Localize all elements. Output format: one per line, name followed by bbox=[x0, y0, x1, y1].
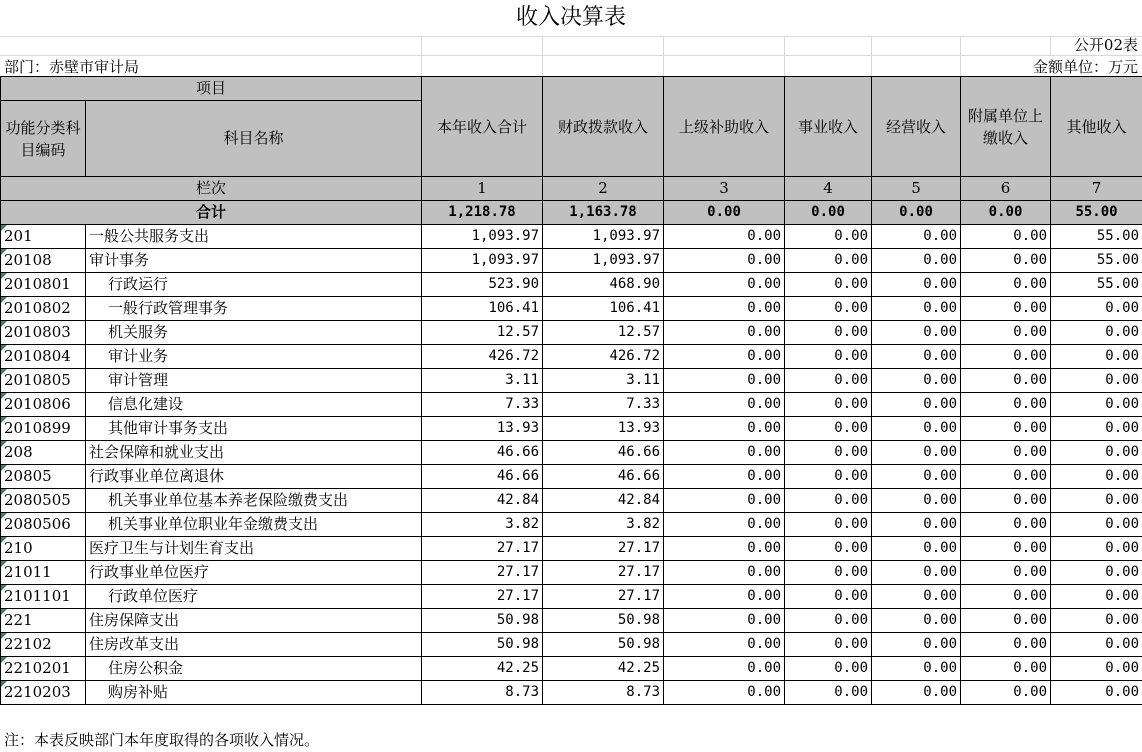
green-triangle-icon bbox=[1, 441, 7, 447]
row-value: 46.66 bbox=[422, 441, 543, 465]
row-value: 0.00 bbox=[664, 321, 785, 345]
row-value: 0.00 bbox=[785, 681, 872, 705]
row-value: 0.00 bbox=[872, 465, 961, 489]
row-code-text: 2010804 bbox=[4, 347, 71, 365]
table-row bbox=[1, 393, 1142, 417]
row-value: 8.73 bbox=[422, 681, 543, 705]
row-value: 1,093.97 bbox=[422, 249, 543, 273]
row-code-text: 20108 bbox=[4, 251, 52, 269]
row-name: 审计业务 bbox=[86, 345, 422, 369]
row-code-text: 221 bbox=[4, 611, 33, 629]
row-value: 0.00 bbox=[664, 393, 785, 417]
header-name: 科目名称 bbox=[86, 101, 422, 177]
row-value: 0.00 bbox=[664, 441, 785, 465]
row-name: 住房保障支出 bbox=[86, 609, 422, 633]
row-value: 3.82 bbox=[543, 513, 664, 537]
row-value: 0.00 bbox=[872, 489, 961, 513]
total-value: 0.00 bbox=[785, 201, 872, 225]
row-value: 3.11 bbox=[543, 369, 664, 393]
table-row bbox=[1, 369, 1142, 393]
row-code bbox=[1, 585, 86, 609]
row-value: 0.00 bbox=[1051, 633, 1142, 657]
row-value: 1,093.97 bbox=[543, 249, 664, 273]
grid-line bbox=[871, 36, 872, 76]
header-col-5: 经营收入 bbox=[872, 77, 961, 177]
row-value: 42.84 bbox=[422, 489, 543, 513]
row-value: 0.00 bbox=[961, 417, 1051, 441]
row-value: 0.00 bbox=[664, 465, 785, 489]
total-value: 1,218.78 bbox=[422, 201, 543, 225]
row-value: 0.00 bbox=[785, 633, 872, 657]
total-value: 0.00 bbox=[961, 201, 1051, 225]
header-col-3: 上级补助收入 bbox=[664, 77, 785, 177]
row-value: 0.00 bbox=[1051, 585, 1142, 609]
row-value: 0.00 bbox=[785, 417, 872, 441]
row-value: 0.00 bbox=[1051, 417, 1142, 441]
row-value: 0.00 bbox=[961, 441, 1051, 465]
row-value: 42.25 bbox=[543, 657, 664, 681]
row-value: 0.00 bbox=[961, 537, 1051, 561]
green-triangle-icon bbox=[1, 633, 7, 639]
row-value: 0.00 bbox=[872, 369, 961, 393]
row-value: 0.00 bbox=[961, 465, 1051, 489]
row-value: 0.00 bbox=[664, 537, 785, 561]
row-value: 0.00 bbox=[961, 585, 1051, 609]
row-value: 0.00 bbox=[1051, 297, 1142, 321]
row-value: 0.00 bbox=[664, 369, 785, 393]
row-value: 0.00 bbox=[872, 633, 961, 657]
row-value: 0.00 bbox=[961, 681, 1051, 705]
header-seq: 5 bbox=[872, 177, 961, 201]
table-row bbox=[1, 633, 1142, 657]
row-value: 0.00 bbox=[872, 681, 961, 705]
row-value: 0.00 bbox=[961, 657, 1051, 681]
row-name: 医疗卫生与计划生育支出 bbox=[86, 537, 422, 561]
row-value: 0.00 bbox=[961, 369, 1051, 393]
row-value: 0.00 bbox=[664, 657, 785, 681]
row-value: 0.00 bbox=[785, 537, 872, 561]
row-value: 46.66 bbox=[543, 441, 664, 465]
form-number: 公开02表 bbox=[1073, 36, 1138, 54]
table-row bbox=[1, 441, 1142, 465]
row-code-text: 2010803 bbox=[4, 323, 71, 341]
row-code bbox=[1, 633, 86, 657]
total-value: 1,163.78 bbox=[543, 201, 664, 225]
table-row bbox=[1, 225, 1142, 249]
row-code bbox=[1, 321, 86, 345]
row-name: 其他审计事务支出 bbox=[86, 417, 422, 441]
row-value: 0.00 bbox=[961, 249, 1051, 273]
row-value: 27.17 bbox=[422, 585, 543, 609]
row-name: 一般行政管理事务 bbox=[86, 297, 422, 321]
row-value: 27.17 bbox=[543, 561, 664, 585]
row-code-text: 2010805 bbox=[4, 371, 71, 389]
row-code bbox=[1, 537, 86, 561]
row-value: 0.00 bbox=[785, 369, 872, 393]
row-code bbox=[1, 609, 86, 633]
row-value: 0.00 bbox=[664, 561, 785, 585]
row-name: 机关事业单位职业年金缴费支出 bbox=[86, 513, 422, 537]
green-triangle-icon bbox=[1, 249, 7, 255]
row-value: 0.00 bbox=[664, 225, 785, 249]
green-triangle-icon bbox=[1, 537, 7, 543]
row-value: 0.00 bbox=[872, 561, 961, 585]
row-name: 住房改革支出 bbox=[86, 633, 422, 657]
row-value: 0.00 bbox=[961, 489, 1051, 513]
grid-line bbox=[0, 55, 1142, 56]
row-value: 0.00 bbox=[872, 537, 961, 561]
table-row bbox=[1, 561, 1142, 585]
row-value: 0.00 bbox=[1051, 321, 1142, 345]
green-triangle-icon bbox=[1, 513, 7, 519]
header-col-6: 附属单位上缴收入 bbox=[961, 77, 1051, 177]
row-value: 0.00 bbox=[1051, 393, 1142, 417]
table-row bbox=[1, 585, 1142, 609]
department-label: 部门：赤壁市审计局 bbox=[4, 58, 140, 76]
row-name: 一般公共服务支出 bbox=[86, 225, 422, 249]
unit-label: 金额单位：万元 bbox=[1032, 58, 1138, 76]
row-value: 0.00 bbox=[961, 297, 1051, 321]
row-value: 0.00 bbox=[664, 513, 785, 537]
table-row bbox=[1, 513, 1142, 537]
row-value: 0.00 bbox=[872, 441, 961, 465]
table-row bbox=[1, 489, 1142, 513]
row-value: 0.00 bbox=[664, 249, 785, 273]
green-triangle-icon bbox=[1, 657, 7, 663]
row-code-text: 2101101 bbox=[4, 587, 71, 605]
row-value: 0.00 bbox=[1051, 465, 1142, 489]
row-value: 0.00 bbox=[961, 393, 1051, 417]
row-value: 50.98 bbox=[422, 609, 543, 633]
row-value: 0.00 bbox=[872, 417, 961, 441]
row-code bbox=[1, 297, 86, 321]
row-value: 0.00 bbox=[961, 561, 1051, 585]
green-triangle-icon bbox=[1, 369, 7, 375]
row-value: 12.57 bbox=[543, 321, 664, 345]
row-value: 0.00 bbox=[872, 585, 961, 609]
table-row bbox=[1, 297, 1142, 321]
row-value: 0.00 bbox=[664, 609, 785, 633]
row-value: 0.00 bbox=[872, 393, 961, 417]
row-value: 0.00 bbox=[785, 441, 872, 465]
row-value: 27.17 bbox=[422, 561, 543, 585]
footnote: 注：本表反映部门本年度取得的各项收入情况。 bbox=[4, 731, 320, 749]
row-value: 27.17 bbox=[543, 537, 664, 561]
row-value: 0.00 bbox=[961, 321, 1051, 345]
row-value: 0.00 bbox=[1051, 345, 1142, 369]
row-value: 106.41 bbox=[543, 297, 664, 321]
row-code bbox=[1, 465, 86, 489]
row-value: 0.00 bbox=[1051, 513, 1142, 537]
row-name: 社会保障和就业支出 bbox=[86, 441, 422, 465]
header-col-1: 本年收入合计 bbox=[422, 77, 543, 177]
table-row bbox=[1, 465, 1142, 489]
green-triangle-icon bbox=[1, 321, 7, 327]
row-code bbox=[1, 681, 86, 705]
row-code bbox=[1, 225, 86, 249]
row-name: 行政单位医疗 bbox=[86, 585, 422, 609]
row-value: 0.00 bbox=[664, 585, 785, 609]
row-value: 42.25 bbox=[422, 657, 543, 681]
green-triangle-icon bbox=[1, 393, 7, 399]
table-row bbox=[1, 609, 1142, 633]
row-value: 0.00 bbox=[664, 345, 785, 369]
row-value: 46.66 bbox=[543, 465, 664, 489]
green-triangle-icon bbox=[1, 489, 7, 495]
row-value: 7.33 bbox=[543, 393, 664, 417]
row-code-text: 210 bbox=[4, 539, 33, 557]
row-value: 0.00 bbox=[785, 585, 872, 609]
row-code-text: 20805 bbox=[4, 467, 52, 485]
row-value: 0.00 bbox=[872, 345, 961, 369]
row-value: 3.11 bbox=[422, 369, 543, 393]
green-triangle-icon bbox=[1, 225, 7, 231]
row-value: 0.00 bbox=[1051, 441, 1142, 465]
income-table bbox=[0, 76, 1142, 705]
grid-line bbox=[784, 36, 785, 76]
row-value: 0.00 bbox=[961, 273, 1051, 297]
row-value: 0.00 bbox=[664, 417, 785, 441]
row-value: 50.98 bbox=[543, 609, 664, 633]
row-code-text: 201 bbox=[4, 227, 33, 245]
row-value: 50.98 bbox=[422, 633, 543, 657]
row-value: 0.00 bbox=[1051, 561, 1142, 585]
row-value: 1,093.97 bbox=[543, 225, 664, 249]
header-code: 功能分类科目编码 bbox=[1, 101, 86, 177]
green-triangle-icon bbox=[1, 585, 7, 591]
row-value: 0.00 bbox=[872, 609, 961, 633]
row-value: 55.00 bbox=[1051, 225, 1142, 249]
row-value: 0.00 bbox=[785, 489, 872, 513]
row-value: 7.33 bbox=[422, 393, 543, 417]
row-code-text: 2010802 bbox=[4, 299, 71, 317]
row-value: 1,093.97 bbox=[422, 225, 543, 249]
table-row bbox=[1, 273, 1142, 297]
row-value: 0.00 bbox=[961, 345, 1051, 369]
row-value: 12.57 bbox=[422, 321, 543, 345]
grid-line bbox=[0, 36, 1142, 37]
table-row bbox=[1, 657, 1142, 681]
row-code-text: 208 bbox=[4, 443, 33, 461]
row-value: 523.90 bbox=[422, 273, 543, 297]
table-row bbox=[1, 249, 1142, 273]
row-code bbox=[1, 417, 86, 441]
row-code bbox=[1, 513, 86, 537]
row-value: 0.00 bbox=[785, 345, 872, 369]
row-code-text: 2210201 bbox=[4, 659, 71, 677]
row-code-text: 2010801 bbox=[4, 275, 71, 293]
header-seq: 6 bbox=[961, 177, 1051, 201]
total-label: 合计 bbox=[1, 201, 422, 225]
row-value: 426.72 bbox=[543, 345, 664, 369]
row-value: 0.00 bbox=[785, 321, 872, 345]
header-seq-label: 栏次 bbox=[1, 177, 422, 201]
row-value: 0.00 bbox=[785, 561, 872, 585]
row-value: 0.00 bbox=[872, 273, 961, 297]
grid-line bbox=[1050, 36, 1051, 56]
row-value: 0.00 bbox=[872, 297, 961, 321]
header-seq: 1 bbox=[422, 177, 543, 201]
row-value: 426.72 bbox=[422, 345, 543, 369]
row-value: 0.00 bbox=[961, 225, 1051, 249]
row-value: 50.98 bbox=[543, 633, 664, 657]
row-value: 0.00 bbox=[664, 681, 785, 705]
row-value: 55.00 bbox=[1051, 273, 1142, 297]
page-title: 收入决算表 bbox=[515, 5, 626, 30]
row-name: 住房公积金 bbox=[86, 657, 422, 681]
row-code-text: 2010806 bbox=[4, 395, 71, 413]
green-triangle-icon bbox=[1, 417, 7, 423]
header-col-2: 财政拨款收入 bbox=[543, 77, 664, 177]
total-value: 0.00 bbox=[664, 201, 785, 225]
row-value: 0.00 bbox=[1051, 369, 1142, 393]
row-code bbox=[1, 489, 86, 513]
header-item: 项目 bbox=[1, 77, 422, 101]
row-value: 55.00 bbox=[1051, 249, 1142, 273]
row-value: 0.00 bbox=[961, 633, 1051, 657]
total-value: 0.00 bbox=[872, 201, 961, 225]
row-code bbox=[1, 345, 86, 369]
row-value: 0.00 bbox=[872, 513, 961, 537]
row-value: 0.00 bbox=[872, 249, 961, 273]
row-value: 0.00 bbox=[785, 249, 872, 273]
row-name: 购房补贴 bbox=[86, 681, 422, 705]
row-value: 46.66 bbox=[422, 465, 543, 489]
row-name: 审计管理 bbox=[86, 369, 422, 393]
green-triangle-icon bbox=[1, 345, 7, 351]
row-value: 0.00 bbox=[1051, 609, 1142, 633]
row-code-text: 2080505 bbox=[4, 491, 71, 509]
row-code bbox=[1, 561, 86, 585]
header-col-7: 其他收入 bbox=[1051, 77, 1142, 177]
row-value: 0.00 bbox=[872, 225, 961, 249]
row-code bbox=[1, 249, 86, 273]
row-value: 0.00 bbox=[785, 465, 872, 489]
row-code-text: 21011 bbox=[4, 563, 52, 581]
row-name: 行政事业单位离退休 bbox=[86, 465, 422, 489]
row-value: 3.82 bbox=[422, 513, 543, 537]
table-row bbox=[1, 537, 1142, 561]
row-value: 0.00 bbox=[785, 657, 872, 681]
row-value: 0.00 bbox=[785, 297, 872, 321]
row-value: 0.00 bbox=[1051, 537, 1142, 561]
row-value: 0.00 bbox=[785, 273, 872, 297]
green-triangle-icon bbox=[1, 465, 7, 471]
row-value: 0.00 bbox=[785, 225, 872, 249]
grid-line bbox=[421, 36, 422, 76]
row-value: 0.00 bbox=[1051, 657, 1142, 681]
row-value: 0.00 bbox=[872, 321, 961, 345]
row-value: 106.41 bbox=[422, 297, 543, 321]
header-seq: 7 bbox=[1051, 177, 1142, 201]
total-row bbox=[1, 201, 1142, 225]
row-name: 机关事业单位基本养老保险缴费支出 bbox=[86, 489, 422, 513]
table-row bbox=[1, 321, 1142, 345]
row-value: 27.17 bbox=[543, 585, 664, 609]
row-value: 0.00 bbox=[872, 657, 961, 681]
row-name: 审计事务 bbox=[86, 249, 422, 273]
green-triangle-icon bbox=[1, 297, 7, 303]
row-value: 0.00 bbox=[785, 513, 872, 537]
row-value: 0.00 bbox=[785, 393, 872, 417]
green-triangle-icon bbox=[1, 609, 7, 615]
table-row bbox=[1, 681, 1142, 705]
total-value: 55.00 bbox=[1051, 201, 1142, 225]
row-code-text: 22102 bbox=[4, 635, 52, 653]
row-value: 13.93 bbox=[422, 417, 543, 441]
green-triangle-icon bbox=[1, 273, 7, 279]
table-row bbox=[1, 417, 1142, 441]
row-value: 0.00 bbox=[664, 273, 785, 297]
row-code bbox=[1, 657, 86, 681]
row-value: 0.00 bbox=[1051, 489, 1142, 513]
row-value: 0.00 bbox=[785, 609, 872, 633]
grid-line bbox=[542, 36, 543, 76]
row-value: 0.00 bbox=[1051, 681, 1142, 705]
row-name: 机关服务 bbox=[86, 321, 422, 345]
row-code bbox=[1, 369, 86, 393]
grid-line bbox=[960, 36, 961, 76]
row-value: 8.73 bbox=[543, 681, 664, 705]
row-code bbox=[1, 441, 86, 465]
row-value: 468.90 bbox=[543, 273, 664, 297]
row-value: 42.84 bbox=[543, 489, 664, 513]
row-name: 行政运行 bbox=[86, 273, 422, 297]
row-value: 0.00 bbox=[664, 633, 785, 657]
header-seq: 2 bbox=[543, 177, 664, 201]
row-code-text: 2080506 bbox=[4, 515, 71, 533]
row-value: 13.93 bbox=[543, 417, 664, 441]
row-name: 行政事业单位医疗 bbox=[86, 561, 422, 585]
header-col-4: 事业收入 bbox=[785, 77, 872, 177]
row-value: 0.00 bbox=[664, 297, 785, 321]
row-value: 0.00 bbox=[664, 489, 785, 513]
row-value: 0.00 bbox=[961, 513, 1051, 537]
row-code-text: 2010899 bbox=[4, 419, 71, 437]
green-triangle-icon bbox=[1, 561, 7, 567]
table-row bbox=[1, 345, 1142, 369]
row-code bbox=[1, 273, 86, 297]
grid-line bbox=[663, 36, 664, 76]
row-value: 0.00 bbox=[961, 609, 1051, 633]
header-seq: 4 bbox=[785, 177, 872, 201]
header-seq: 3 bbox=[664, 177, 785, 201]
row-code-text: 2210203 bbox=[4, 683, 71, 701]
green-triangle-icon bbox=[1, 681, 7, 687]
row-value: 27.17 bbox=[422, 537, 543, 561]
row-code bbox=[1, 393, 86, 417]
row-name: 信息化建设 bbox=[86, 393, 422, 417]
